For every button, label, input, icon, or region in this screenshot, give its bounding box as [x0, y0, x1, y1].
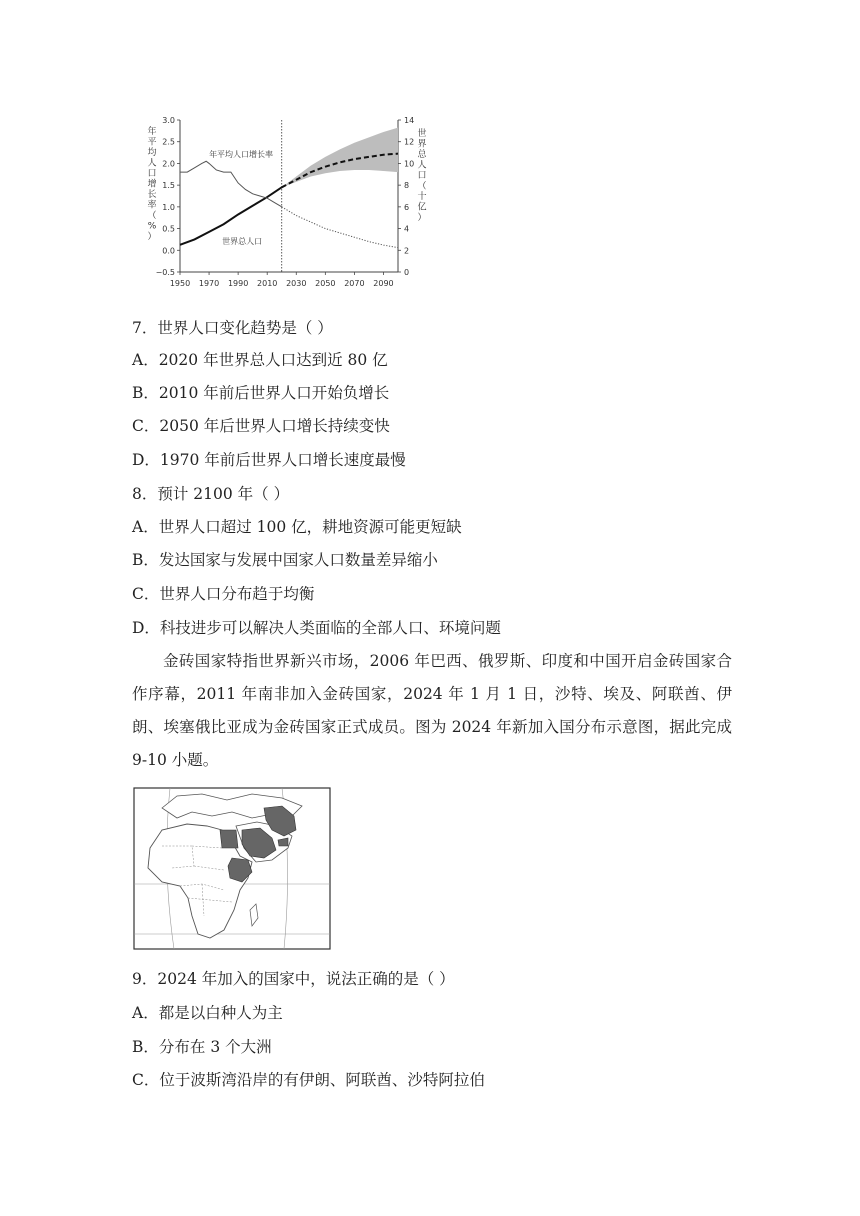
question-8-option-a: A．世界人口超过 100 亿，耕地资源可能更短缺 — [132, 518, 462, 536]
question-8-option-c: C．世界人口分布趋于均衡 — [132, 585, 315, 603]
question-7-option-a: A．2020 年世界总人口达到近 80 亿 — [132, 351, 388, 369]
question-7-stem: 7．世界人口变化趋势是（ ） — [132, 319, 333, 337]
right-axis-label: 世界总人口（十亿） — [417, 129, 427, 223]
right-tick-label: 4 — [404, 224, 410, 234]
map-svg — [132, 786, 332, 951]
brics-passage: 金砖国家特指世界新兴市场，2006 年巴西、俄罗斯、印度和中国开启金砖国家合作序幕，2011 年南非加入金砖国家，2024 年 1 月 1 日，沙特、埃及、阿联酋、伊朗、埃塞俄比亚成为金砖国家正式成员。图为 2024 年新加入国分布示意图，据此完成 9-10 小题。 — [132, 652, 732, 769]
left-tick-label: 1.0 — [162, 202, 175, 212]
left-tick-label: 1.5 — [162, 181, 175, 191]
question-9-option-b: B．分布在 3 个大洲 — [132, 1038, 272, 1056]
right-tick-label: 12 — [404, 137, 415, 147]
x-tick-label: 2010 — [257, 279, 278, 288]
egypt-shape — [220, 830, 238, 848]
x-tick-label: 1990 — [227, 279, 249, 288]
question-8-stem: 8．预计 2100 年（ ） — [132, 485, 290, 503]
x-tick-label: 2050 — [315, 279, 336, 288]
question-7-option-c: C．2050 年后世界人口增长持续变快 — [132, 417, 390, 435]
x-tick-label: 2090 — [373, 279, 394, 288]
left-tick-label: 0.0 — [162, 246, 175, 256]
right-tick-label: 14 — [404, 116, 415, 125]
growth-rate-series-label: 年平均人口增长率 — [209, 149, 274, 159]
brics-new-members-map — [132, 786, 332, 951]
x-tick-label: 1950 — [169, 279, 191, 288]
right-tick-label: 6 — [404, 202, 410, 212]
growth-rate-line-projected — [282, 207, 398, 248]
x-tick-label: 1970 — [198, 279, 220, 288]
population-chart-svg — [140, 100, 430, 300]
question-9-option-a: A．都是以白种人为主 — [132, 1004, 283, 1022]
right-tick-label: 10 — [404, 159, 415, 169]
right-tick-label: 2 — [404, 246, 410, 256]
left-tick-label: 2.5 — [162, 137, 175, 147]
left-tick-label: 2.0 — [162, 159, 175, 169]
right-tick-label: 8 — [404, 181, 410, 191]
population-series-label: 世界总人口 — [222, 236, 263, 246]
question-8-option-d: D．科技进步可以解决人类面临的全部人口、环境问题 — [132, 619, 501, 637]
growth-rate-line-historical — [180, 161, 282, 207]
right-tick-label: 0 — [404, 268, 410, 277]
left-tick-label: 3.0 — [162, 116, 175, 125]
left-tick-label: −0.5 — [155, 268, 175, 277]
question-7-option-b: B．2010 年前后世界人口开始负增长 — [132, 384, 390, 402]
population-chart — [140, 100, 430, 300]
x-tick-label: 2070 — [344, 279, 365, 288]
x-tick-label: 2030 — [286, 279, 307, 288]
left-axis-label: 年平均人口增长率（%） — [147, 127, 157, 242]
question-7-option-d: D．1970 年前后世界人口增长速度最慢 — [132, 451, 406, 469]
question-8-option-b: B．发达国家与发展中国家人口数量差异缩小 — [132, 551, 438, 569]
question-9-stem: 9．2024 年加入的国家中，说法正确的是（ ） — [132, 970, 455, 988]
question-9-option-c: C．位于波斯湾沿岸的有伊朗、阿联酋、沙特阿拉伯 — [132, 1071, 485, 1089]
left-tick-label: 0.5 — [162, 224, 175, 234]
